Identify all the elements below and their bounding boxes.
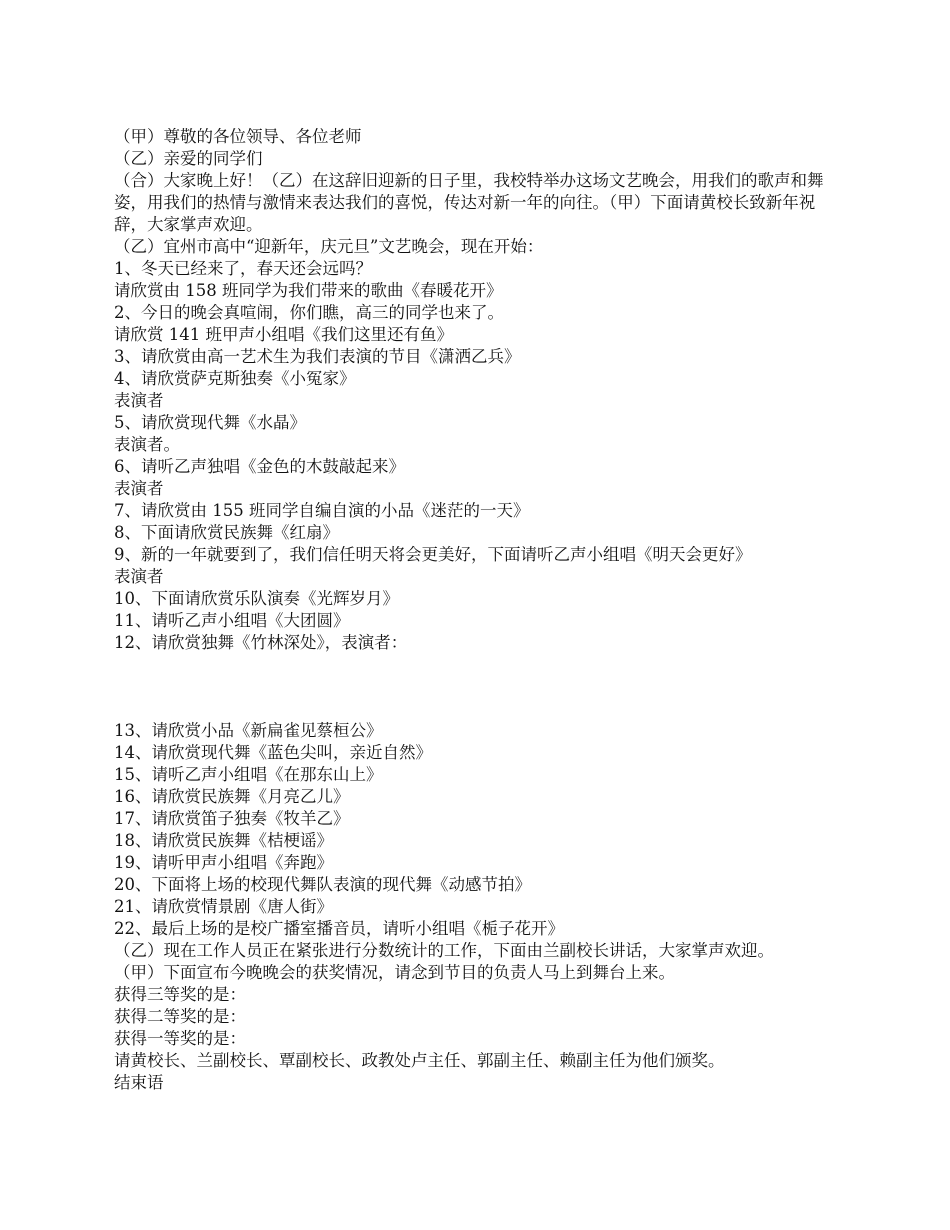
program-item: 1、冬天已经来了，春天还会远吗？ [114, 259, 372, 278]
performer-label: 表演者 [114, 567, 164, 586]
text-line: 请欣赏 141 班甲声小组唱《我们这里还有鱼》 [114, 325, 453, 344]
performer-label: 表演者 [114, 479, 164, 498]
document-body [114, 126, 844, 1094]
program-item: 22、最后上场的是校广播室播音员，请听小组唱《栀子花开》 [114, 919, 564, 938]
text-paragraph: （合）大家晚上好！（乙）在这辞旧迎新的日子里，我校特举办这场文艺晚会，用我们的歌声和舞姿，用我们的热情与激情来表达我们的喜悦，传达对新一年的向往。（甲）下面请黄校长致新年祝辞，大家掌声欢迎。 [114, 171, 824, 234]
program-item: 16、请欣赏民族舞《月亮乙儿》 [114, 787, 350, 806]
program-item: 21、请欣赏情景剧《唐人街》 [114, 897, 333, 916]
program-item: 13、请欣赏小品《新扁雀见蔡桓公》 [114, 721, 383, 740]
program-item: 11、请听乙声小组唱《大团圆》 [114, 611, 350, 630]
program-item: 14、请欣赏现代舞《蓝色尖叫，亲近自然》 [114, 743, 432, 762]
award-line: 获得一等奖的是： [114, 1029, 246, 1048]
program-item: 6、请听乙声独唱《金色的木鼓敲起来》 [114, 457, 405, 476]
program-item: 2、今日的晚会真喧闹，你们瞧，高三的同学也来了。 [114, 303, 504, 322]
program-item: 18、请欣赏民族舞《桔梗谣》 [114, 831, 333, 850]
text-line: 请欣赏由 158 班同学为我们带来的歌曲《春暖花开》 [114, 281, 503, 300]
program-item: 19、请听甲声小组唱《奔跑》 [114, 853, 333, 872]
text-line: （乙）亲爱的同学们 [114, 149, 263, 168]
text-line: （甲）下面宣布今晚晚会的获奖情况，请念到节目的负责人马上到舞台上来。 [114, 963, 675, 982]
program-item: 15、请听乙声小组唱《在那东山上》 [114, 765, 383, 784]
award-line: 获得三等奖的是： [114, 985, 246, 1004]
program-item: 5、请欣赏现代舞《水晶》 [114, 413, 306, 432]
program-item: 7、请欣赏由 155 班同学自编自演的小品《迷茫的一天》 [114, 501, 530, 520]
text-line: （甲）尊敬的各位领导、各位老师 [114, 127, 362, 146]
program-item: 20、下面将上场的校现代舞队表演的现代舞《动感节拍》 [114, 875, 531, 894]
award-line: 获得二等奖的是： [114, 1007, 246, 1026]
program-item: 4、请欣赏萨克斯独奏《小冤家》 [114, 369, 356, 388]
program-item: 10、下面请欣赏乐队演奏《光辉岁月》 [114, 589, 399, 608]
program-item: 3、请欣赏由高一艺术生为我们表演的节目《潇洒乙兵》 [114, 347, 521, 366]
closing-heading: 结束语 [114, 1073, 164, 1092]
blank-space [114, 654, 844, 720]
text-line: 请黄校长、兰副校长、覃副校长、政教处卢主任、郭副主任、赖副主任为他们颁奖。 [114, 1051, 725, 1070]
text-paragraph: （乙）现在工作人员正在紧张进行分数统计的工作，下面由兰副校长讲话，大家掌声欢迎。 [114, 941, 774, 960]
performer-label: 表演者 [114, 391, 164, 410]
program-item: 12、请欣赏独舞《竹林深处》，表演者： [114, 633, 408, 652]
program-item: 17、请欣赏笛子独奏《牧羊乙》 [114, 809, 350, 828]
program-item: 9、新的一年就要到了，我们信任明天将会更美好，下面请听乙声小组唱《明天会更好》 [114, 545, 752, 564]
program-item: 8、下面请欣赏民族舞《红扇》 [114, 523, 339, 542]
performer-label: 表演者。 [114, 435, 180, 454]
text-line: （乙）宜州市高中“迎新年，庆元旦”文艺晚会，现在开始： [114, 237, 544, 256]
